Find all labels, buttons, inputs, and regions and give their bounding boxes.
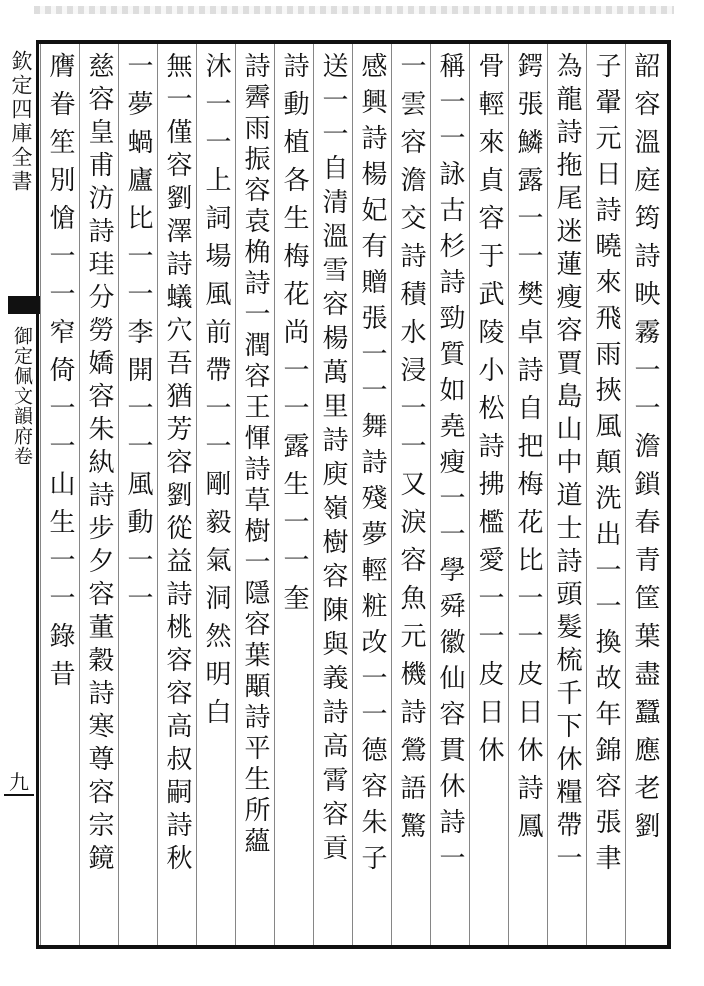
column-rule xyxy=(196,44,197,945)
text-column: 一夢蝸廬比一一李開一一風動一一 xyxy=(123,52,153,622)
column-rule xyxy=(430,44,431,945)
column-rule xyxy=(274,44,275,945)
column-rule xyxy=(79,44,80,945)
column-rule xyxy=(40,44,41,945)
folio-number: 九 xyxy=(9,770,29,794)
text-column: 為龍詩拖尾迷蓮瘦容賈島山中道士詩頭髮梳千下休糧帶一 xyxy=(552,52,582,877)
text-column: 骨輕來貞容于武陵小松詩拂檻愛一一皮日休 xyxy=(474,52,504,774)
text-column: 韶容溫庭筠詩映霧一一澹鎖春青筐葉盡蠶應老劉 xyxy=(630,52,660,850)
text-column: 詩霽雨振容袁桷詩一潤容王惲詩草樹一隱容葉顒詩平生所蘊 xyxy=(240,52,270,858)
column-rule xyxy=(352,44,353,945)
frame-top-rule xyxy=(36,40,670,44)
frame-right-rule xyxy=(667,40,671,949)
text-column: 子翬元日詩曉來飛雨挾風顛洗出一一換故年錦容張聿 xyxy=(591,52,621,880)
section-title: 御定佩文韻府卷 xyxy=(11,326,33,466)
book-title: 欽定四庫全書 xyxy=(9,50,33,194)
text-column: 詩動植各生梅花尚一一露生一一奎 xyxy=(279,52,309,622)
text-column: 一雲容澹交詩積水浸一一又淚容魚元機詩鶯語驚 xyxy=(396,52,426,850)
text-column: 膺眷笙別愴一一窄倚一一山生一一錄昔 xyxy=(45,52,75,698)
column-rule xyxy=(313,44,314,945)
column-rule xyxy=(508,44,509,945)
folio-rule xyxy=(4,794,34,796)
fish-tail-mark xyxy=(8,296,40,314)
column-rule xyxy=(547,44,548,945)
frame-left-rule xyxy=(36,40,39,949)
text-column: 感興詩楊妃有贈張一一舞詩殘夢輕粧改一一德容朱子 xyxy=(357,52,387,880)
text-column: 無一僅容劉澤詩蟻穴吾猶芳容劉從益詩桃容容高叔嗣詩秋 xyxy=(162,52,192,877)
text-column: 鍔張鱗露一一樊卓詩自把梅花比一一皮日休詩鳳 xyxy=(513,52,543,850)
text-column: 慈容皇甫汸詩珪分勞嬌容朱紈詩步夕容董穀詩寒尊容宗鏡 xyxy=(84,52,114,877)
column-rule xyxy=(586,44,587,945)
column-rule xyxy=(625,44,626,945)
column-rule xyxy=(469,44,470,945)
text-column: 送一一自清溫雪容楊萬里詩庾嶺樹容陳與義詩高霄容貢 xyxy=(318,52,348,868)
column-rule xyxy=(157,44,158,945)
page-bleed-through xyxy=(34,6,674,14)
text-column: 沐一一上詞場風前帶一一剛毅氣洞然明白 xyxy=(201,52,231,736)
frame-bottom-rule xyxy=(36,945,670,949)
column-rule xyxy=(118,44,119,945)
column-rule xyxy=(391,44,392,945)
text-column: 稱一一詠古杉詩勁質如堯瘦一一學舜徽仙容貫休詩一 xyxy=(435,52,465,880)
page-margin xyxy=(4,44,36,945)
column-rule xyxy=(235,44,236,945)
